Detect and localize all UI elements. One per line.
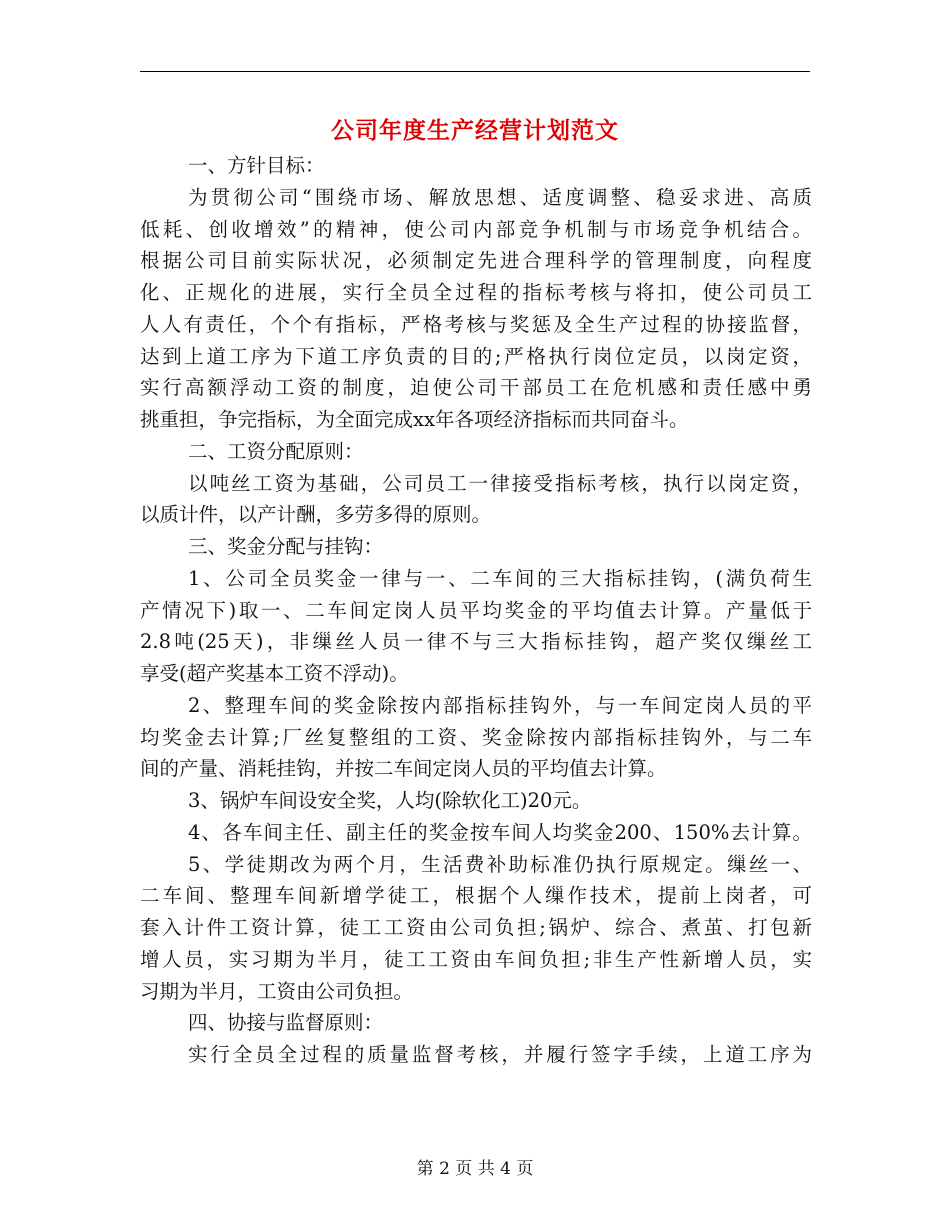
- paragraph-line: 以质计件，以产计酬，多劳多得的原则。: [140, 503, 492, 527]
- heading-coordination-supervision: 四、协接与监督原则：: [188, 1011, 384, 1035]
- heading-wage-distribution: 二、工资分配原则：: [188, 439, 364, 463]
- paragraph-line: 习期为半月，工资由公司负担。: [140, 979, 414, 1003]
- paragraph-line: 均奖金去计算;厂丝复整组的工资、奖金除按内部指标挂钩外，与二车: [140, 725, 812, 749]
- paragraph-line: 增人员，实习期为半月，徒工工资由车间负担;非生产性新增人员，实: [140, 947, 812, 971]
- paragraph-line: 化、正规化的进展，实行全员全过程的指标考核与将扣，使公司员工: [140, 281, 812, 304]
- page-number: 第 2 页 共 4 页: [416, 1159, 534, 1179]
- paragraph-line: 套入计件工资计算，徒工工资由公司负担;锅炉、综合、煮茧、打包新: [140, 916, 812, 939]
- paragraph-line: 挑重担，争完指标，为全面完成xx年各项经济指标而共同奋斗。: [140, 408, 689, 431]
- document-body: [140, 150, 812, 1071]
- paragraph-line: 3、锅炉车间设安全奖，人均(除软化工)20元。: [188, 789, 592, 812]
- document-title: 公司年度生产经营计划范文: [331, 117, 619, 144]
- heading-bonus-distribution: 三、奖金分配与挂钩：: [188, 535, 384, 558]
- paragraph-line: 低耗、创收增效”的精神，使公司内部竞争机制与市场竞争机结合。: [140, 217, 812, 241]
- paragraph-line: 达到上道工序为下道工序负责的目的;严格执行岗位定员，以岗定资，: [140, 344, 812, 368]
- paragraph-line: 享受(超产奖基本工资不浮动)。: [140, 662, 409, 685]
- paragraph-line: 二车间、整理车间新增学徒工，根据个人缫作技术，提前上岗者，可: [140, 884, 812, 908]
- paragraph-line: 间的产量、消耗挂钩，并按二车间定岗人员的平均值去计算。: [140, 757, 667, 781]
- paragraph-line: 根据公司目前实际状况，必须制定先进合理科学的管理制度，向程度: [140, 249, 812, 273]
- paragraph-line: 人人有责任，个个有指标，严格考核与奖惩及全生产过程的协接监督，: [140, 312, 812, 336]
- paragraph-line: 2.8吨(25天)，非缫丝人员一律不与三大指标挂钩，超产奖仅缫丝工: [140, 630, 812, 654]
- header-rule: [140, 71, 810, 72]
- paragraph-line: 实行全员全过程的质量监督考核，并履行签字手续，上道工序为: [188, 1043, 812, 1066]
- paragraph-line: 4、各车间主任、副主任的奖金按车间人均奖金200、150%去计算。: [188, 820, 812, 844]
- paragraph-line: 为贯彻公司“围绕市场、解放思想、适度调整、稳妥求进、高质: [188, 185, 812, 209]
- paragraph-line: 以吨丝工资为基础，公司员工一律接受指标考核，执行以岗定资，: [188, 471, 812, 495]
- paragraph-line: 1、公司全员奖金一律与一、二车间的三大指标挂钩，(满负荷生: [188, 566, 812, 590]
- paragraph-line: 产情况下)取一、二车间定岗人员平均奖金的平均值去计算。产量低于: [140, 598, 812, 622]
- heading-policy-goals: 一、方针目标：: [188, 154, 325, 177]
- paragraph-line: 5、学徒期改为两个月，生活费补助标准仍执行原规定。缫丝一、: [188, 852, 812, 876]
- paragraph-line: 2、整理车间的奖金除按内部指标挂钩外，与一车间定岗人员的平: [188, 693, 812, 717]
- paragraph-line: 实行高额浮动工资的制度，迫使公司干部员工在危机感和责任感中勇: [140, 376, 812, 400]
